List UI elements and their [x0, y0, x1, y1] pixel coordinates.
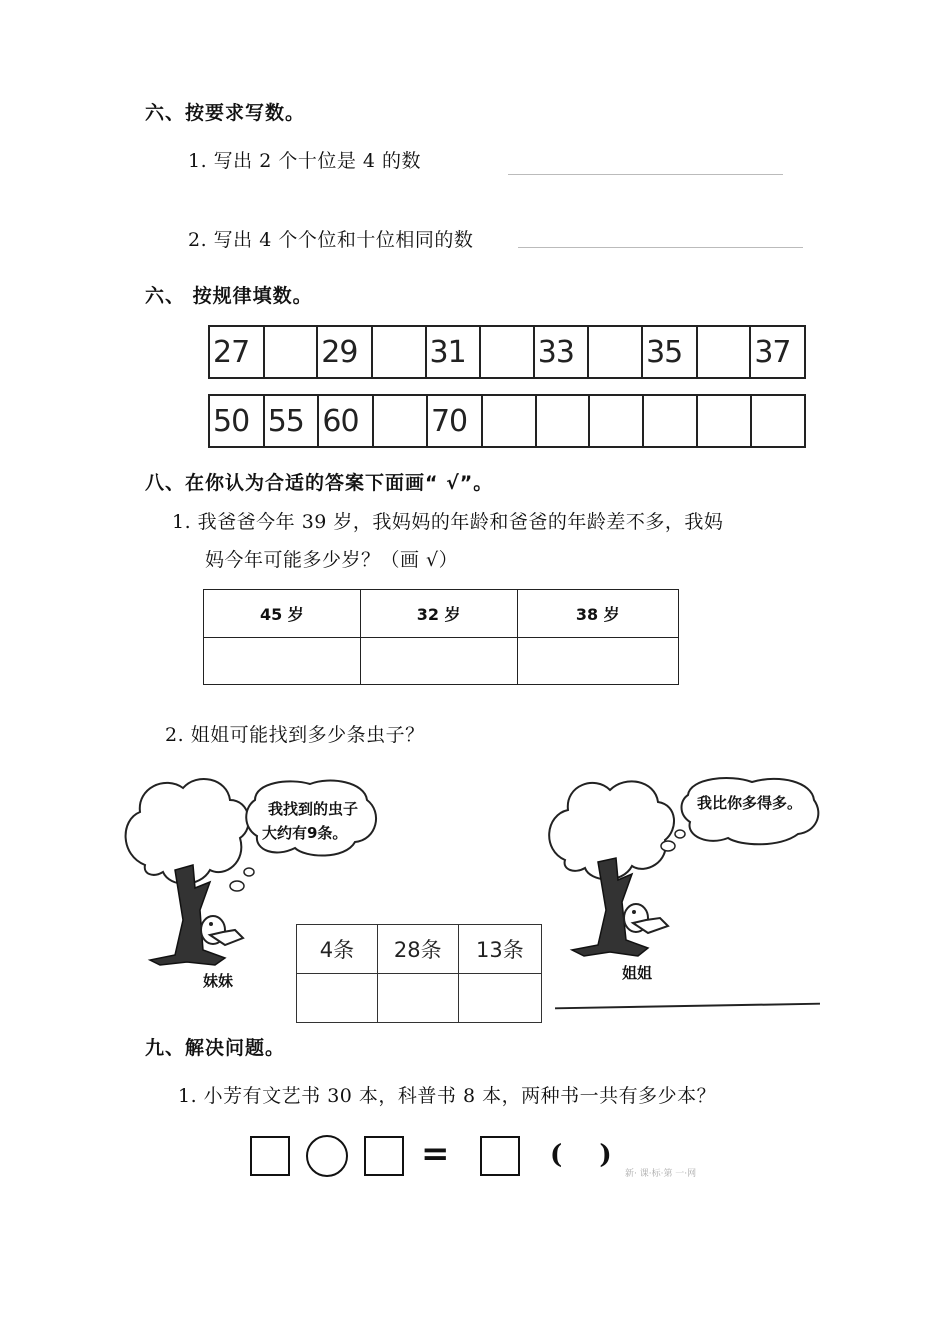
seq1-cell: 27: [209, 326, 264, 378]
seq1-cell: 37: [750, 326, 805, 378]
seq2-cell: 55: [264, 395, 319, 447]
seq1-cell[interactable]: [264, 326, 318, 378]
question-6a-1: 1. 写出 2 个十位是 4 的数: [188, 150, 422, 172]
age-option: 38 岁: [517, 590, 679, 638]
ground-line: [555, 1003, 820, 1010]
label-little-sister: 妹妹: [203, 972, 234, 990]
equation-operator-circle[interactable]: [306, 1135, 348, 1177]
answer-line-6a-1[interactable]: [508, 174, 783, 175]
age-answer-cell[interactable]: [360, 637, 517, 685]
worm-option: 4条: [297, 925, 378, 974]
sequence-grid-2: [208, 394, 806, 448]
seq2-cell[interactable]: [536, 395, 590, 447]
bubble-left-line1: 我找到的虫子: [268, 800, 359, 818]
section-6a-title: 六、按要求写数。: [145, 102, 306, 124]
watermark-text: 新· 课·标·第 一·网: [625, 1169, 697, 1179]
equals-sign: =: [421, 1134, 450, 1174]
equation-box-1[interactable]: [250, 1136, 290, 1176]
section-6b-title: 六、 按规律填数。: [145, 285, 313, 307]
seq2-cell: 60: [318, 395, 373, 447]
bubble-right-text: 我比你多得多。: [697, 794, 803, 812]
seq1-cell: 29: [317, 326, 372, 378]
seq1-cell: 33: [534, 326, 589, 378]
worm-answer-table: [296, 924, 542, 1023]
age-answer-table: [203, 589, 679, 685]
seq2-cell: 50: [209, 395, 264, 447]
sequence-grid-1: [208, 325, 806, 379]
question-6a-2: 2. 写出 4 个个位和十位相同的数: [188, 229, 474, 251]
section-9-title: 九、解决问题。: [145, 1037, 286, 1059]
section-8-title: 八、在你认为合适的答案下面画“ √”。: [145, 472, 494, 494]
seq2-cell[interactable]: [373, 395, 427, 447]
seq2-cell: 70: [427, 395, 482, 447]
seq2-cell[interactable]: [751, 395, 805, 447]
equation-box-2[interactable]: [364, 1136, 404, 1176]
worm-option: 13条: [458, 925, 541, 974]
question-8-2: 2. 姐姐可能找到多少条虫子？: [165, 724, 425, 746]
seq1-cell: 35: [642, 326, 697, 378]
seq2-cell[interactable]: [643, 395, 697, 447]
worm-answer-cell[interactable]: [297, 974, 378, 1023]
answer-line-6a-2[interactable]: [518, 247, 803, 248]
label-big-sister: 姐姐: [622, 964, 653, 982]
worm-answer-cell[interactable]: [458, 974, 541, 1023]
question-8-1-line2: 妈今年可能多少岁？（画 √）: [205, 549, 459, 571]
seq1-cell[interactable]: [372, 326, 426, 378]
age-answer-cell[interactable]: [204, 637, 361, 685]
unit-parentheses[interactable]: ( ): [550, 1140, 626, 1170]
worm-option: 28条: [377, 925, 458, 974]
age-answer-cell[interactable]: [517, 637, 679, 685]
age-option: 32 岁: [360, 590, 517, 638]
seq2-cell[interactable]: [589, 395, 643, 447]
seq2-cell[interactable]: [697, 395, 751, 447]
bubble-left-line2: 大约有9条。: [262, 824, 348, 842]
seq1-cell[interactable]: [697, 326, 751, 378]
seq1-cell[interactable]: [480, 326, 534, 378]
question-8-1-line1: 1. 我爸爸今年 39 岁，我妈妈的年龄和爸爸的年龄差不多，我妈: [172, 511, 724, 533]
seq2-cell[interactable]: [482, 395, 536, 447]
age-option: 45 岁: [204, 590, 361, 638]
seq1-cell: 31: [426, 326, 481, 378]
equation-result-box[interactable]: [480, 1136, 520, 1176]
seq1-cell[interactable]: [588, 326, 642, 378]
worm-answer-cell[interactable]: [377, 974, 458, 1023]
question-9-1: 1. 小芳有文艺书 30 本，科普书 8 本，两种书一共有多少本？: [178, 1085, 717, 1107]
